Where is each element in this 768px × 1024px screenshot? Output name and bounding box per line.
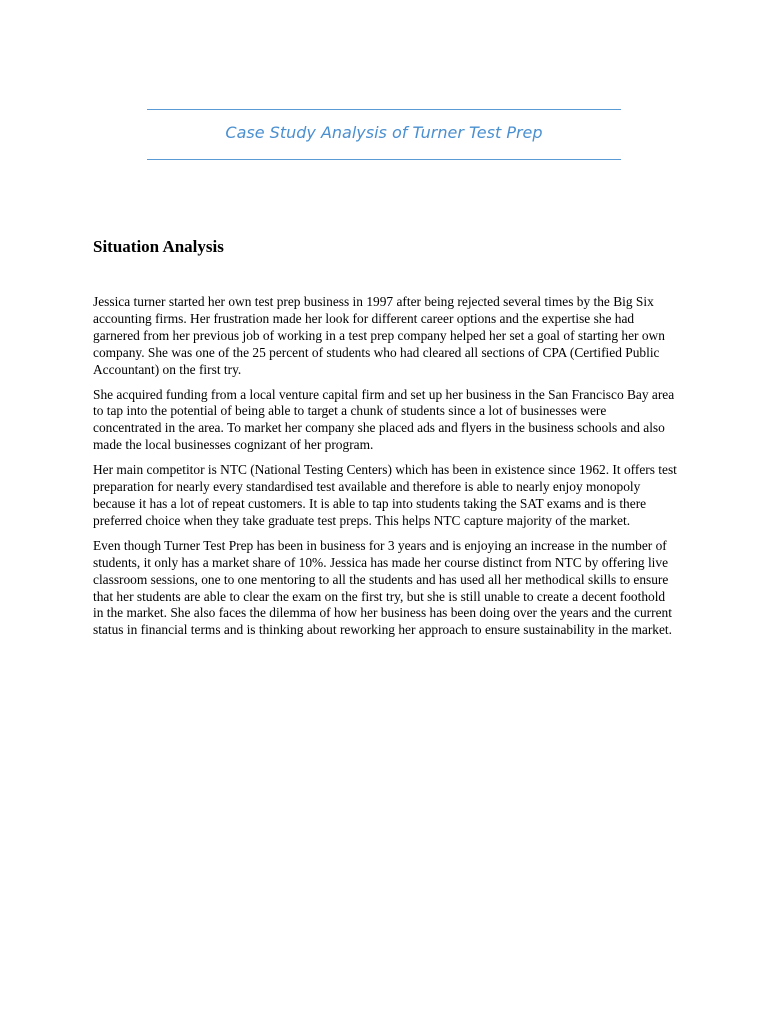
paragraph: She acquired funding from a local venture capital firm and set up her business in the San Francisco Bay area to tap into the potential of being able to target a chunk of students since a lot of businesses were concentrated in the area. To market her company she placed ads and flyers in the business schools and also made the local businesses cognizant of her program.	[93, 386, 675, 453]
paragraph: Even though Turner Test Prep has been in business for 3 years and is enjoying an increase in the number of students, it only has a market share of 10%. Jessica has made her course distinct from NTC by offering live classroom sessions, one to one mentoring to all the students and has used all her methodical skills to ensure that her students are able to clear the exam on the first try, but she is still unable to create a decent foothold in the market. She also faces the dilemma of how her business has been doing over the years and the current status in financial terms and is thinking about reworking her approach to ensure sustainability in the market.	[93, 537, 673, 638]
document-title: Case Study Analysis of Turner Test Prep	[225, 123, 543, 142]
paragraph: Her main competitor is NTC (National Testing Centers) which has been in existence since 1962. It offers test preparation for nearly every standardised test available and therefore is able to nearly enjoy monopoly because it has a lot of repeat customers. It is able to tap into students taking the SAT exams and is there preferred choice when they take graduate test preps. This helps NTC capture majority of the market.	[93, 462, 677, 528]
paragraph: Jessica turner started her own test prep business in 1997 after being rejected several times by the Big Six accounting firms. Her frustration made her look for different career options and the expertise she had garnered from her previous job of working in a test prep company helped her set a goal of starting her own company. She was one of the 25 percent of students who had cleared all sections of CPA (Certified Public Accountant) on the first try.	[93, 294, 665, 377]
body-text	[93, 294, 678, 647]
title-bottom-rule	[147, 159, 621, 160]
title-top-rule	[147, 109, 621, 110]
section-heading: Situation Analysis	[93, 237, 224, 256]
